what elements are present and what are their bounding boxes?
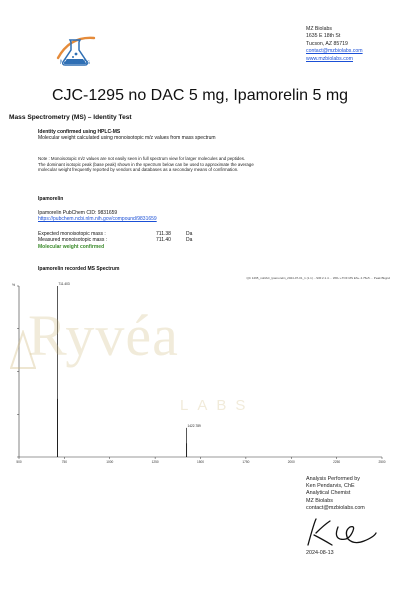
analyst-line: Analytical Chemist bbox=[306, 490, 351, 497]
x-tick-label: 1500 bbox=[196, 460, 205, 464]
x-tick-label: 1750 bbox=[242, 460, 250, 464]
identity-heading: Identity confirmed using HPLC-MS bbox=[38, 129, 121, 135]
logo-label: MZ Biolabs bbox=[59, 60, 90, 66]
measured-mass-value: 711.40 bbox=[156, 237, 171, 244]
analyst-line: Ken Pendarvis, ChE bbox=[306, 483, 355, 490]
compound-name: Ipamorelin bbox=[38, 196, 64, 202]
identity-block bbox=[38, 129, 216, 142]
spectrum-title: Ipamorelin recorded MS Spectrum bbox=[38, 266, 120, 272]
note-line: Note : Monoisotopic m/z values are not easily seen in full spectrum view for larger molecules and peptides. bbox=[38, 156, 246, 161]
document-title: CJC-1295 no DAC 5 mg, Ipamorelin 5 mg bbox=[51, 87, 349, 104]
x-tick-label: 1000 bbox=[106, 460, 114, 464]
email-link[interactable]: contact@mzbiolabs.com bbox=[306, 48, 363, 55]
peak-label: 711.403 bbox=[58, 282, 70, 286]
measured-mass-row bbox=[38, 237, 192, 243]
y-axis-label: % bbox=[12, 283, 16, 287]
x-tick-label: 500 bbox=[16, 460, 22, 464]
mz-biolabs-logo bbox=[40, 20, 110, 80]
x-tick-label: 2500 bbox=[378, 460, 386, 464]
analyst-block bbox=[306, 476, 365, 512]
website-link[interactable]: www.mzbiolabs.com bbox=[306, 55, 353, 62]
signature-date: 2024-08-13 bbox=[306, 550, 334, 556]
pubchem-link[interactable]: https://pubchem.ncbi.nlm.nih.gov/compound/9831659 bbox=[38, 216, 157, 223]
pubchem-block bbox=[38, 210, 157, 223]
measured-mass-label: Measured monoisotopic mass : bbox=[38, 237, 108, 244]
handwritten-signature bbox=[304, 515, 380, 549]
x-tick-label: 2250 bbox=[333, 460, 341, 464]
note-line: molecular weight frequently reported by vendors and databases as a secondary means of confirmation. bbox=[38, 167, 239, 173]
note-line: The dominant isotopic peak (base peak) shown in the spectrum below can be used to approximate the average bbox=[38, 161, 254, 167]
address-line: 1635 E 18th St bbox=[306, 33, 341, 40]
confirmation-status: Molecular weight confirmed bbox=[38, 243, 105, 250]
labs-watermark: LABS bbox=[180, 397, 255, 414]
instrument-text: QC 1295_noDAC_Ipamorelin_2024-07-01_1 (1.1) ...SIR:2.1.4 ... WFL:+TOF MS ES+ 4.75e5 ... Peak Bkgnd bbox=[246, 276, 390, 280]
address-line: Tucson, AZ 85719 bbox=[306, 40, 348, 47]
analyst-line: Analysis Performed by bbox=[306, 476, 360, 482]
watermark-triangle-icon bbox=[10, 330, 36, 370]
x-tick-label: 750 bbox=[61, 460, 68, 464]
identity-subheading: Molecular weight calculated using monoisotopic m/z values from mass spectrum bbox=[38, 135, 216, 142]
address-line: MZ Biolabs bbox=[306, 26, 332, 32]
expected-mass-label: Expected monoisotopic mass : bbox=[38, 231, 106, 237]
mass-table bbox=[38, 231, 192, 250]
expected-mass-value: 711.38 bbox=[156, 231, 171, 237]
analyst-line: MZ Biolabs bbox=[306, 497, 333, 504]
section-title: Mass Spectrometry (MS) – Identity Test bbox=[9, 114, 132, 121]
lab-address bbox=[306, 26, 363, 63]
x-tick-label: 1250 bbox=[151, 460, 159, 464]
analyst-line: contact@mzbiolabs.com bbox=[306, 504, 365, 511]
mass-unit: Da bbox=[186, 231, 193, 237]
mass-unit: Da bbox=[186, 237, 193, 244]
ryvea-watermark: Ryvéa bbox=[28, 303, 179, 368]
x-tick-label: 2000 bbox=[287, 460, 295, 464]
pubchem-label: Ipamorelin PubChem CID: 9831659 bbox=[38, 210, 118, 216]
identity-note bbox=[38, 156, 254, 173]
peak-label: 1422.789 bbox=[187, 423, 201, 428]
